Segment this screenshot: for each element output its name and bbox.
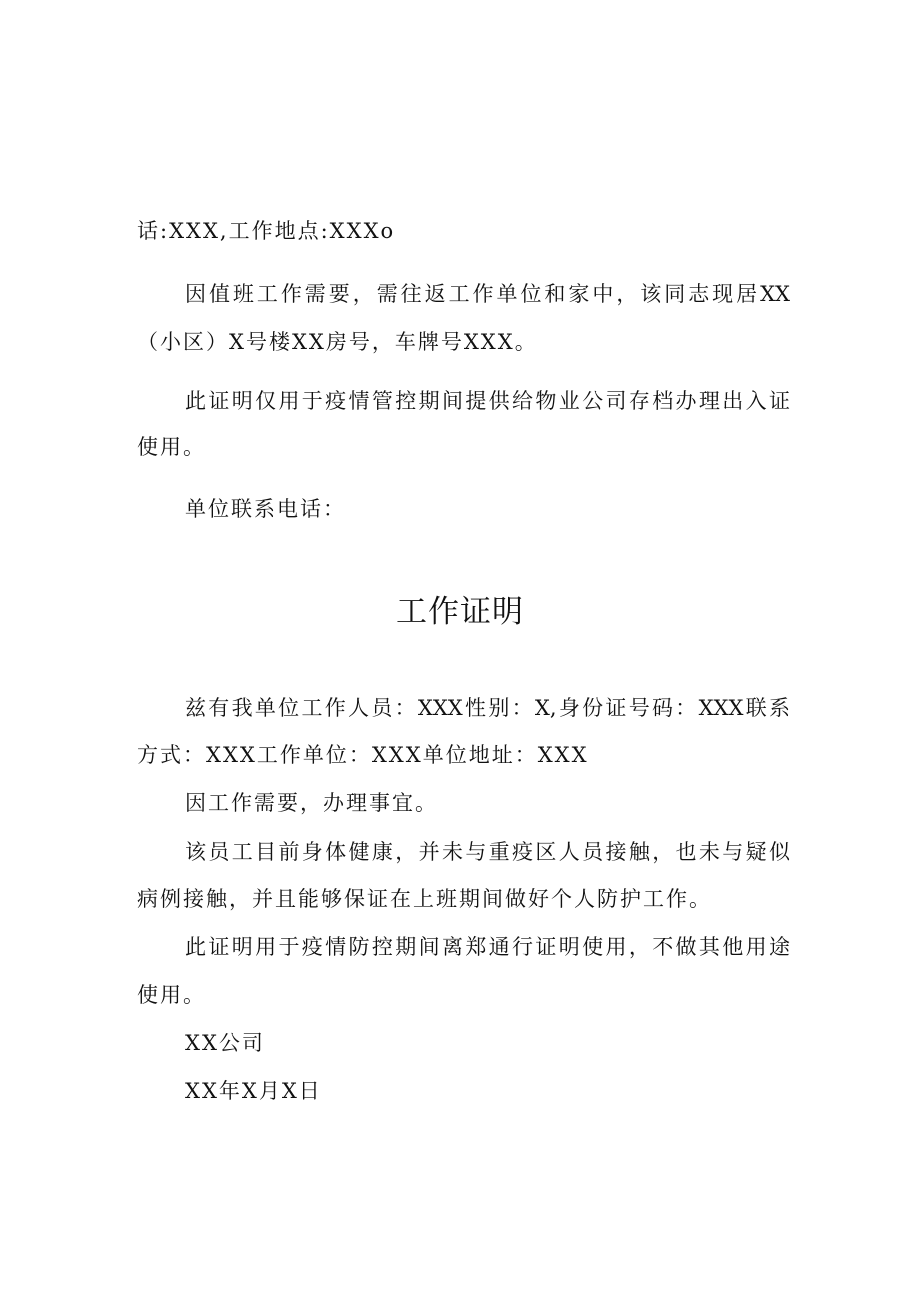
paragraph-purpose-line-2: 使用。 — [137, 983, 206, 1007]
paragraph-duty-line-2: （小区）X号楼XX房号，车牌号XXX。 — [137, 330, 538, 354]
paragraph-health-line-1: 该员工目前身体健康，并未与重疫区人员接触，也未与疑似 — [185, 840, 790, 864]
company-signature: XX公司 — [185, 1031, 265, 1055]
signature-date: XX年X月X日 — [185, 1079, 322, 1103]
text-line-contact-location: 话:XXX,工作地点:XXXo — [137, 219, 396, 243]
paragraph-duty-line-1: 因值班工作需要，需往返工作单位和家中，该同志现居XX — [185, 282, 790, 306]
page-title: 工作证明 — [396, 594, 524, 630]
paragraph-employee-line-1: 兹有我单位工作人员：XXX性别：X,身份证号码：XXX联系 — [185, 696, 790, 720]
paragraph-reason: 因工作需要，办理事宜。 — [185, 791, 438, 815]
paragraph-usage-line-1: 此证明仅用于疫情管控期间提供给物业公司存档办理出入证 — [185, 389, 790, 413]
unit-contact-phone: 单位联系电话： — [185, 497, 346, 521]
paragraph-purpose-line-1: 此证明用于疫情防控期间离郑通行证明使用，不做其他用途 — [185, 935, 790, 959]
paragraph-employee-line-2: 方式：XXX工作单位：XXX单位地址：XXX — [137, 743, 589, 767]
paragraph-health-line-2: 病例接触，并且能够保证在上班期间做好个人防护工作。 — [137, 887, 712, 911]
paragraph-usage-line-2: 使用。 — [137, 435, 206, 459]
